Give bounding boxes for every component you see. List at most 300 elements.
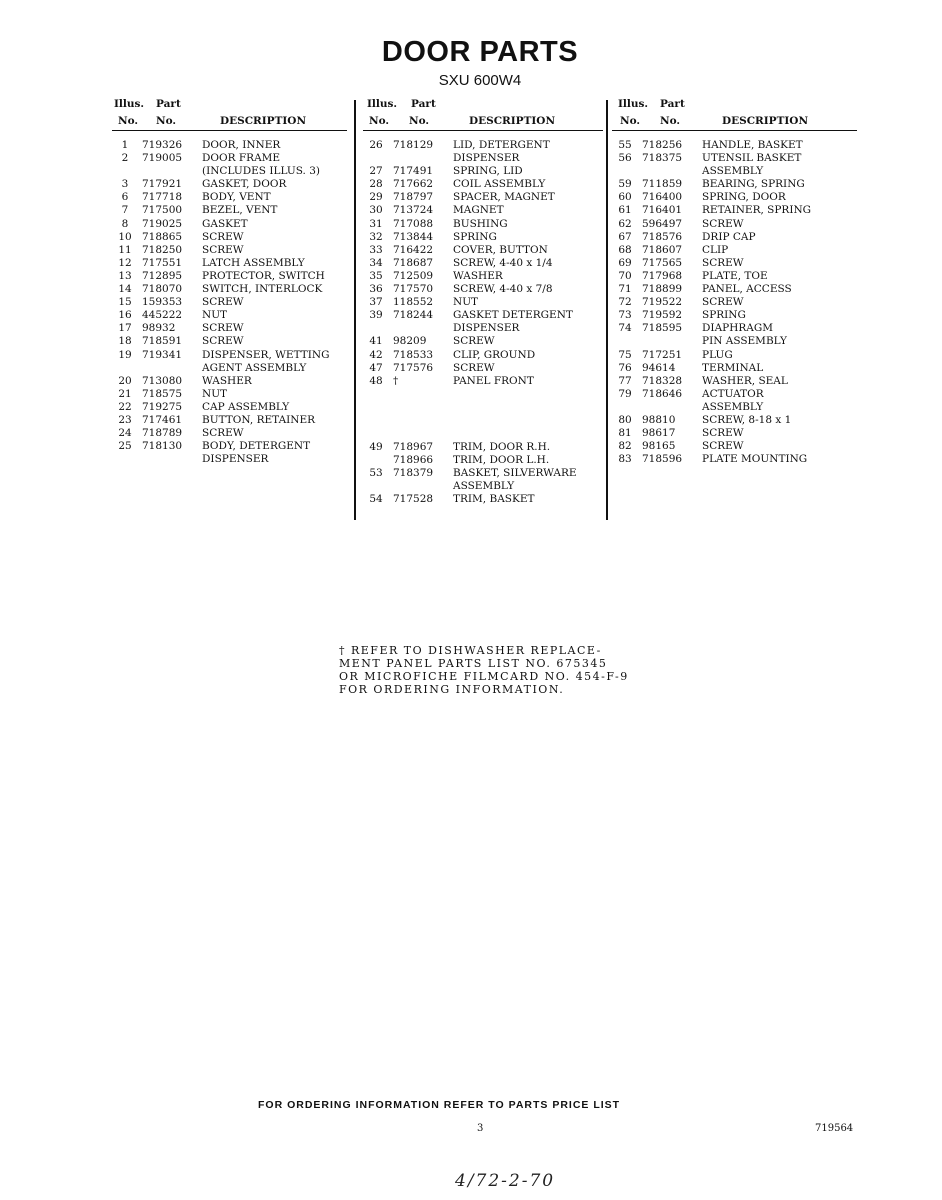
description-header: DESCRIPTION	[469, 115, 556, 127]
part-description: NUT	[202, 309, 228, 322]
parts-column-3	[612, 96, 857, 466]
part-row	[363, 231, 603, 244]
part-number: 98617	[642, 427, 676, 440]
part-description: PROTECTOR, SWITCH	[202, 269, 325, 282]
illus-number: 80	[618, 413, 632, 426]
part-row	[363, 191, 603, 204]
illus-number: 25	[118, 440, 132, 453]
part-description: SPRING	[453, 230, 497, 243]
part-number: 718129	[393, 139, 434, 151]
part-row	[112, 283, 347, 296]
part-number: 94614	[642, 361, 676, 374]
part-number: 717491	[393, 165, 434, 178]
part-row	[112, 257, 347, 270]
part-description: CLIP	[702, 243, 729, 256]
illus-number: 70	[618, 269, 632, 282]
part-description: SCREW	[702, 296, 744, 309]
part-row	[112, 427, 347, 440]
part-description: LATCH ASSEMBLY	[202, 256, 305, 269]
part-number: 718966	[393, 453, 434, 466]
part-row	[612, 283, 857, 296]
part-row	[112, 139, 347, 152]
part-number: †	[393, 374, 399, 387]
part-number: 718789	[142, 427, 183, 440]
part-number: 712509	[393, 269, 434, 282]
part-description: TERMINAL	[702, 361, 764, 374]
page-number: 3	[477, 1123, 484, 1134]
illus-number: 15	[118, 296, 132, 309]
part-description: SPACER, MAGNET	[453, 191, 555, 204]
illus-number: 36	[369, 283, 383, 296]
part-number: 717565	[642, 256, 683, 269]
part-description: DISPENSER	[453, 152, 520, 165]
part-description: BASKET, SILVERWARE	[453, 466, 577, 479]
part-row	[363, 152, 603, 165]
illus-number: 28	[369, 178, 383, 191]
illus-number: 20	[118, 374, 132, 387]
illus-number: 23	[118, 413, 132, 426]
part-row	[112, 440, 347, 453]
part-row	[112, 414, 347, 427]
part-description: SPRING, DOOR	[702, 191, 786, 204]
illus-number: 32	[369, 230, 383, 243]
part-row	[363, 178, 603, 191]
part-description: COIL ASSEMBLY	[453, 178, 546, 191]
illus-number: 7	[121, 204, 129, 217]
part-number: 719592	[642, 309, 683, 322]
illus-number: 27	[369, 165, 383, 178]
column-header	[363, 96, 603, 131]
part-number: 717570	[393, 283, 434, 296]
part-header-top: Part	[660, 98, 685, 110]
part-number: 98165	[642, 440, 676, 453]
part-row	[112, 349, 347, 362]
illus-number: 1	[121, 139, 129, 151]
part-row	[612, 414, 857, 427]
illus-number: 16	[118, 309, 132, 322]
illus-number: 34	[369, 256, 383, 269]
part-description: PANEL FRONT	[453, 374, 534, 387]
part-row	[112, 152, 347, 165]
part-number: 98810	[642, 413, 676, 426]
illus-number: 72	[618, 296, 632, 309]
illus-number: 81	[618, 427, 632, 440]
illus-number: 22	[118, 400, 132, 413]
note-line: FOR ORDERING INFORMATION.	[339, 683, 565, 696]
part-number: 719341	[142, 348, 183, 361]
part-description: PIN ASSEMBLY	[702, 335, 787, 348]
part-row	[112, 335, 347, 348]
part-number: 445222	[142, 309, 183, 322]
part-row	[363, 493, 603, 506]
part-row	[112, 375, 347, 388]
part-row	[612, 401, 857, 414]
illus-number: 11	[118, 243, 132, 256]
part-row	[112, 388, 347, 401]
part-number: 718797	[393, 191, 434, 204]
part-number: 159353	[142, 296, 183, 309]
illus-number: 18	[118, 335, 132, 348]
part-number: 717088	[393, 217, 434, 230]
replacement-panel-note	[339, 644, 629, 696]
part-description: SWITCH, INTERLOCK	[202, 283, 323, 296]
illus-header-bottom: No.	[620, 115, 641, 127]
part-row	[612, 257, 857, 270]
illus-number: 3	[121, 178, 129, 191]
part-row	[363, 270, 603, 283]
part-row	[612, 322, 857, 335]
part-number: 718865	[142, 230, 183, 243]
illus-number: 62	[618, 217, 632, 230]
part-description: BUSHING	[453, 217, 508, 230]
part-description: SPRING, LID	[453, 165, 523, 178]
part-number: 718256	[642, 139, 683, 151]
part-number: 718379	[393, 466, 434, 479]
illus-header-bottom: No.	[118, 115, 139, 127]
illus-number: 74	[618, 322, 632, 335]
illus-number: 39	[369, 309, 383, 322]
part-number: 719025	[142, 217, 183, 230]
note-line: MENT PANEL PARTS LIST NO. 675345	[339, 657, 608, 670]
part-number: 718576	[642, 230, 683, 243]
part-row	[363, 375, 603, 388]
illus-number: 33	[369, 243, 383, 256]
part-number: 719326	[142, 139, 183, 151]
part-row	[612, 388, 857, 401]
description-header: DESCRIPTION	[722, 115, 809, 127]
part-row	[612, 191, 857, 204]
part-number: 718533	[393, 348, 434, 361]
part-row	[612, 270, 857, 283]
part-row	[112, 204, 347, 217]
illus-number: 73	[618, 309, 632, 322]
illus-number: 29	[369, 191, 383, 204]
part-description: ASSEMBLY	[453, 480, 515, 493]
part-description: SCREW	[202, 243, 244, 256]
illus-number: 60	[618, 191, 632, 204]
illus-number: 19	[118, 348, 132, 361]
part-description: DISPENSER	[202, 453, 269, 466]
note-line: † REFER TO DISHWASHER REPLACE-	[339, 644, 602, 657]
part-row	[112, 453, 347, 466]
parts-list	[112, 139, 347, 466]
part-header-bottom: No.	[156, 115, 177, 127]
part-row	[363, 283, 603, 296]
part-row	[363, 257, 603, 270]
part-row	[363, 244, 603, 257]
part-description: TRIM, DOOR R.H.	[453, 440, 551, 453]
part-description: DIAPHRAGM	[702, 322, 773, 335]
description-header: DESCRIPTION	[220, 115, 307, 127]
illus-header-top: Illus.	[367, 98, 398, 110]
part-number: 718591	[142, 335, 183, 348]
part-description: GASKET DETERGENT	[453, 309, 573, 322]
part-description: DISPENSER	[453, 322, 520, 335]
part-description: RETAINER, SPRING	[702, 204, 812, 217]
part-number: 716401	[642, 204, 683, 217]
illus-number: 75	[618, 348, 632, 361]
illus-number: 21	[118, 387, 132, 400]
part-description: SCREW	[202, 427, 244, 440]
part-number: 712895	[142, 269, 183, 282]
part-description: BODY, DETERGENT	[202, 440, 311, 453]
illus-number: 83	[618, 453, 632, 466]
part-description: CAP ASSEMBLY	[202, 400, 290, 413]
part-description: SCREW	[453, 361, 495, 374]
part-row	[363, 204, 603, 217]
part-description: WASHER, SEAL	[702, 374, 788, 387]
part-number: 718596	[642, 453, 683, 466]
part-number: 118552	[393, 296, 434, 309]
part-number: 718250	[142, 243, 183, 256]
part-row	[612, 375, 857, 388]
part-description: SCREW, 4-40 x 1/4	[453, 256, 553, 269]
illus-number: 37	[369, 296, 383, 309]
illus-header-top: Illus.	[114, 98, 145, 110]
illus-number: 41	[369, 335, 383, 348]
part-row	[363, 139, 603, 152]
parts-list	[612, 139, 857, 466]
part-number: 718375	[642, 152, 683, 165]
part-row	[112, 218, 347, 231]
part-number: 717461	[142, 413, 183, 426]
part-number: 717528	[393, 493, 434, 506]
part-description: ACTUATOR	[702, 387, 764, 400]
part-description: SCREW	[202, 335, 244, 348]
parts-column-1	[112, 96, 347, 466]
illus-number: 61	[618, 204, 632, 217]
column-header	[612, 96, 857, 131]
part-number: 716400	[642, 191, 683, 204]
part-number: 718967	[393, 440, 434, 453]
part-number: 717500	[142, 204, 183, 217]
part-number: 718130	[142, 440, 183, 453]
column-divider	[354, 100, 356, 520]
part-row	[612, 296, 857, 309]
part-description: SCREW	[453, 335, 495, 348]
part-description: WASHER	[202, 374, 252, 387]
part-row	[612, 218, 857, 231]
part-row	[363, 218, 603, 231]
part-description: LID, DETERGENT	[453, 139, 550, 151]
illus-number: 55	[618, 139, 632, 151]
part-row	[363, 362, 603, 375]
model-number: SXU 600W4	[438, 72, 522, 89]
part-row	[363, 480, 603, 493]
handwritten-annotation: 4/72-2-70	[455, 1171, 556, 1191]
part-number: 718575	[142, 387, 183, 400]
part-description: ASSEMBLY	[702, 400, 764, 413]
part-row	[112, 322, 347, 335]
part-header-bottom: No.	[409, 115, 430, 127]
illus-number: 53	[369, 466, 383, 479]
part-description: SCREW, 8-18 x 1	[702, 413, 792, 426]
part-description: BEZEL, VENT	[202, 204, 278, 217]
part-description: ASSEMBLY	[702, 165, 764, 178]
part-row	[363, 454, 603, 467]
part-row	[363, 296, 603, 309]
illus-number: 79	[618, 387, 632, 400]
part-description: SCREW	[202, 322, 244, 335]
part-header-top: Part	[156, 98, 181, 110]
part-row	[363, 322, 603, 335]
part-row	[612, 453, 857, 466]
page-title: DOOR PARTS	[381, 36, 579, 68]
part-header-bottom: No.	[660, 115, 681, 127]
illus-number: 14	[118, 283, 132, 296]
part-description: DRIP CAP	[702, 230, 756, 243]
illus-number: 12	[118, 256, 132, 269]
part-description: GASKET, DOOR	[202, 178, 287, 191]
part-number: 98932	[142, 322, 176, 335]
part-row	[612, 178, 857, 191]
part-description: SCREW, 4-40 x 7/8	[453, 283, 553, 296]
part-description: NUT	[202, 387, 228, 400]
part-row	[112, 401, 347, 414]
illus-number: 54	[369, 493, 383, 506]
part-description: NUT	[453, 296, 479, 309]
part-number: 718899	[642, 283, 683, 296]
part-row	[363, 165, 603, 178]
illus-number: 6	[121, 191, 129, 204]
illus-number: 8	[121, 217, 129, 230]
part-number: 98209	[393, 335, 427, 348]
part-row	[612, 152, 857, 165]
part-row	[363, 441, 603, 454]
illus-number: 76	[618, 361, 632, 374]
part-description: BUTTON, RETAINER	[202, 413, 316, 426]
part-description: PANEL, ACCESS	[702, 283, 792, 296]
part-description: BEARING, SPRING	[702, 178, 805, 191]
part-row	[612, 165, 857, 178]
document-number: 719564	[815, 1123, 854, 1134]
illus-number: 24	[118, 427, 132, 440]
note-line: OR MICROFICHE FILMCARD NO. 454-F-9	[339, 670, 629, 683]
illus-number: 26	[369, 139, 383, 151]
illus-number: 69	[618, 256, 632, 269]
column-divider	[606, 100, 608, 520]
part-number: 718070	[142, 283, 183, 296]
illus-number: 68	[618, 243, 632, 256]
illus-header-bottom: No.	[369, 115, 390, 127]
part-row	[363, 349, 603, 362]
illus-number: 71	[618, 283, 632, 296]
illus-number: 30	[369, 204, 383, 217]
part-number: 713844	[393, 230, 434, 243]
part-description: WASHER	[453, 269, 503, 282]
part-number: 716422	[393, 243, 434, 256]
illus-number: 2	[121, 152, 129, 165]
part-header-top: Part	[411, 98, 436, 110]
part-row	[112, 178, 347, 191]
part-row	[612, 244, 857, 257]
part-description: (INCLUDES ILLUS. 3)	[202, 165, 320, 178]
illus-header-top: Illus.	[618, 98, 649, 110]
part-row	[612, 139, 857, 152]
part-number: 719275	[142, 400, 183, 413]
illus-number: 10	[118, 230, 132, 243]
part-number: 717718	[142, 191, 183, 204]
part-description: UTENSIL BASKET	[702, 152, 802, 165]
part-description: SCREW	[202, 296, 244, 309]
part-row	[363, 335, 603, 348]
part-description: DOOR FRAME	[202, 152, 281, 165]
part-description: GASKET	[202, 217, 248, 230]
part-number: 718607	[642, 243, 683, 256]
part-row	[112, 362, 347, 375]
part-number: 717968	[642, 269, 683, 282]
illus-number: 31	[369, 217, 383, 230]
part-description: MAGNET	[453, 204, 504, 217]
spacer	[363, 388, 603, 441]
part-row	[612, 204, 857, 217]
parts-column-2	[363, 96, 603, 506]
part-row	[612, 349, 857, 362]
ordering-footer: FOR ORDERING INFORMATION REFER TO PARTS PRICE LIST	[258, 1099, 621, 1111]
part-row	[612, 309, 857, 322]
part-number: 717551	[142, 256, 183, 269]
part-number: 713724	[393, 204, 434, 217]
part-number: 596497	[642, 217, 683, 230]
part-description: BODY, VENT	[202, 191, 271, 204]
part-number: 717662	[393, 178, 434, 191]
part-description: SCREW	[702, 217, 744, 230]
part-description: AGENT ASSEMBLY	[202, 361, 307, 374]
part-row	[112, 231, 347, 244]
part-number: 717921	[142, 178, 183, 191]
part-row	[363, 309, 603, 322]
part-description: SPRING	[702, 309, 746, 322]
part-row	[112, 270, 347, 283]
part-description: SCREW	[202, 230, 244, 243]
part-number: 719005	[142, 152, 183, 165]
part-description: PLATE MOUNTING	[702, 453, 808, 466]
illus-number: 47	[369, 361, 383, 374]
part-number: 718687	[393, 256, 434, 269]
illus-number: 48	[369, 374, 383, 387]
part-number: 718646	[642, 387, 683, 400]
part-number: 717576	[393, 361, 434, 374]
part-number: 719522	[642, 296, 683, 309]
illus-number: 56	[618, 152, 632, 165]
illus-number: 59	[618, 178, 632, 191]
part-row	[112, 191, 347, 204]
part-row	[612, 427, 857, 440]
illus-number: 17	[118, 322, 132, 335]
part-description: TRIM, DOOR L.H.	[453, 453, 550, 466]
part-number: 711859	[642, 178, 683, 191]
part-row	[112, 165, 347, 178]
part-description: DOOR, INNER	[202, 139, 281, 151]
illus-number: 13	[118, 269, 132, 282]
part-description: TRIM, BASKET	[453, 493, 535, 506]
part-description: SCREW	[702, 427, 744, 440]
illus-number: 42	[369, 348, 383, 361]
part-description: DISPENSER, WETTING	[202, 348, 330, 361]
part-number: 718328	[642, 374, 683, 387]
part-description: HANDLE, BASKET	[702, 139, 803, 151]
part-row	[112, 244, 347, 257]
part-number: 718595	[642, 322, 683, 335]
part-number: 713080	[142, 374, 183, 387]
part-description: CLIP, GROUND	[453, 348, 536, 361]
illus-number: 77	[618, 374, 632, 387]
part-row	[612, 335, 857, 348]
part-description: COVER, BUTTON	[453, 243, 548, 256]
part-row	[612, 231, 857, 244]
part-row	[363, 467, 603, 480]
parts-list	[363, 139, 603, 506]
